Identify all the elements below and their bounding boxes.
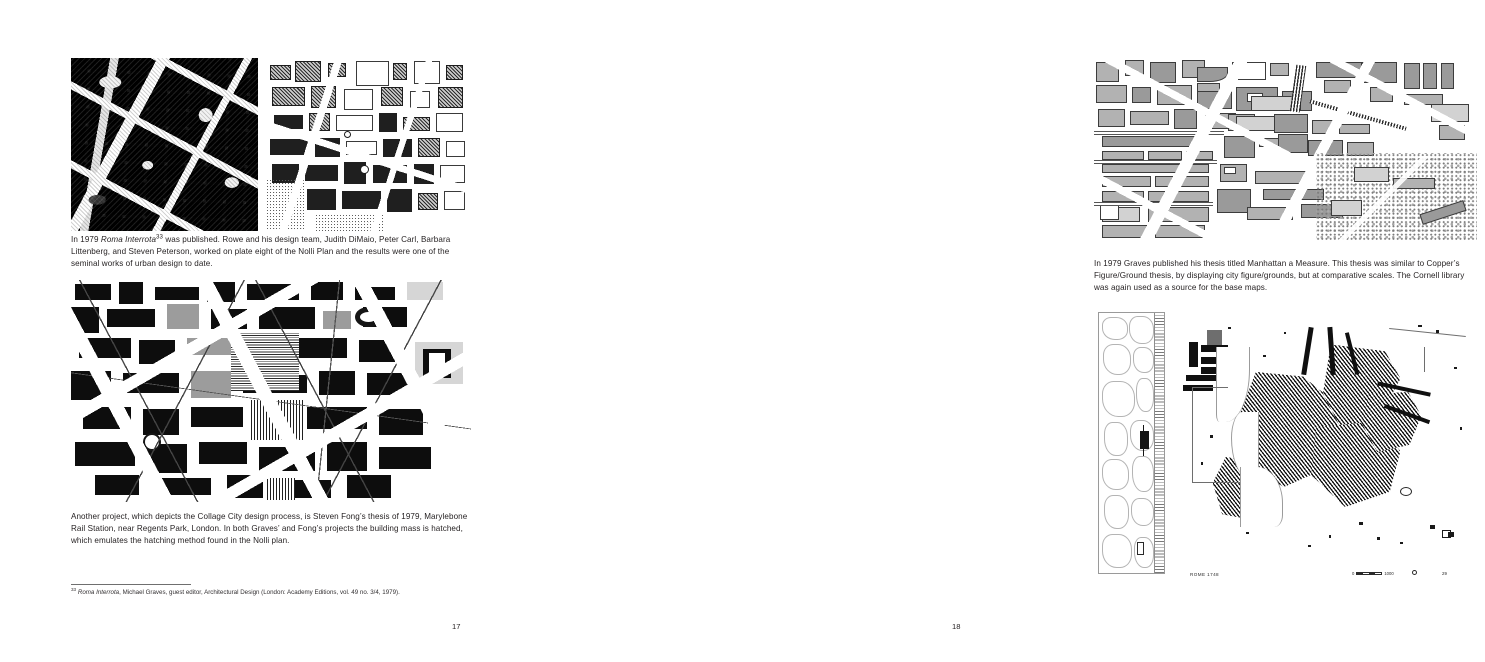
footnote-citation-rest: , Michael Graves, guest editor, Architectural Design (London: Academy Editions, vol. 49 no. 3/4, 1979). [119, 589, 400, 596]
collage-city-graphic [71, 280, 471, 502]
paragraph-1-title-italic: Roma Interrota [100, 235, 157, 244]
footnote-separator-rule [71, 584, 191, 585]
figure-plate-eight-hatched [266, 58, 471, 231]
scale-zero-label: 0 [1352, 571, 1355, 576]
figure-nolli-figure-ground [71, 58, 258, 231]
scale-bar-graphic [1356, 572, 1382, 575]
rome-figure-number: 29 [1442, 571, 1447, 576]
massing-plan-graphic [1094, 58, 1477, 240]
page-number-right: 18 [952, 622, 961, 631]
rome-scale-bar [1352, 571, 1394, 576]
strip-ruler [1154, 313, 1164, 573]
rome-plan-title: ROME 1748 [1190, 572, 1220, 577]
scale-max-label: 1000 [1384, 571, 1394, 576]
footnote-marker: 33 [71, 586, 77, 592]
footnote-reference-33[interactable]: 33 [156, 233, 163, 241]
paragraph-1-lead: In 1979 [71, 235, 101, 244]
figure-rome-1748-plan [1094, 308, 1477, 583]
figure-manhattan-a-measure [1094, 58, 1477, 240]
rome-city-plan [1174, 312, 1472, 562]
right-paragraph-text: In 1979 Graves published his thesis titled Manhattan a Measure. This thesis was similar to Copper’s Figure/Ground thesis, by displaying city figure/grounds, but at comparative scales. The Cornell library was again used as a source for the base maps. [1094, 259, 1465, 293]
hatched-plan-graphic [266, 58, 471, 231]
page-right [512, 0, 1465, 662]
right-paragraph-1 [1094, 258, 1479, 294]
paragraph-2-text: Another project, which depicts the Collage City design process, is Steven Fong’s thesis of 1979, Marylebone Rail Station, near Regents Park, London. In both Graves’ and Fong’s projects the building mass is hatched, which emulates the hatching method found in the Nolli plan. [71, 512, 468, 546]
page-number-left: 17 [452, 622, 461, 631]
footnote-block [71, 584, 471, 597]
footnote-title-italic: Roma Interrota [77, 589, 120, 596]
page-left [0, 0, 512, 662]
left-paragraph-2 [71, 511, 471, 547]
paragraph-1-rest: was published. Rowe and his design team, Judith DiMaio, Peter Carl, Barbara Littenberg, and Steven Peterson, worked on plate eight of the Nolli Plan and the results were one of the seminal works of urban design to date. [71, 235, 451, 269]
figure-collage-city-plan [71, 280, 471, 502]
rome-figure-graphic [1094, 308, 1477, 583]
comparative-scale-strip [1098, 312, 1165, 574]
figure-ground-coarse-graphic [71, 58, 258, 231]
left-paragraph-1 [71, 234, 471, 270]
north-arrow-icon [1412, 570, 1417, 575]
footnote-33 [71, 588, 471, 597]
